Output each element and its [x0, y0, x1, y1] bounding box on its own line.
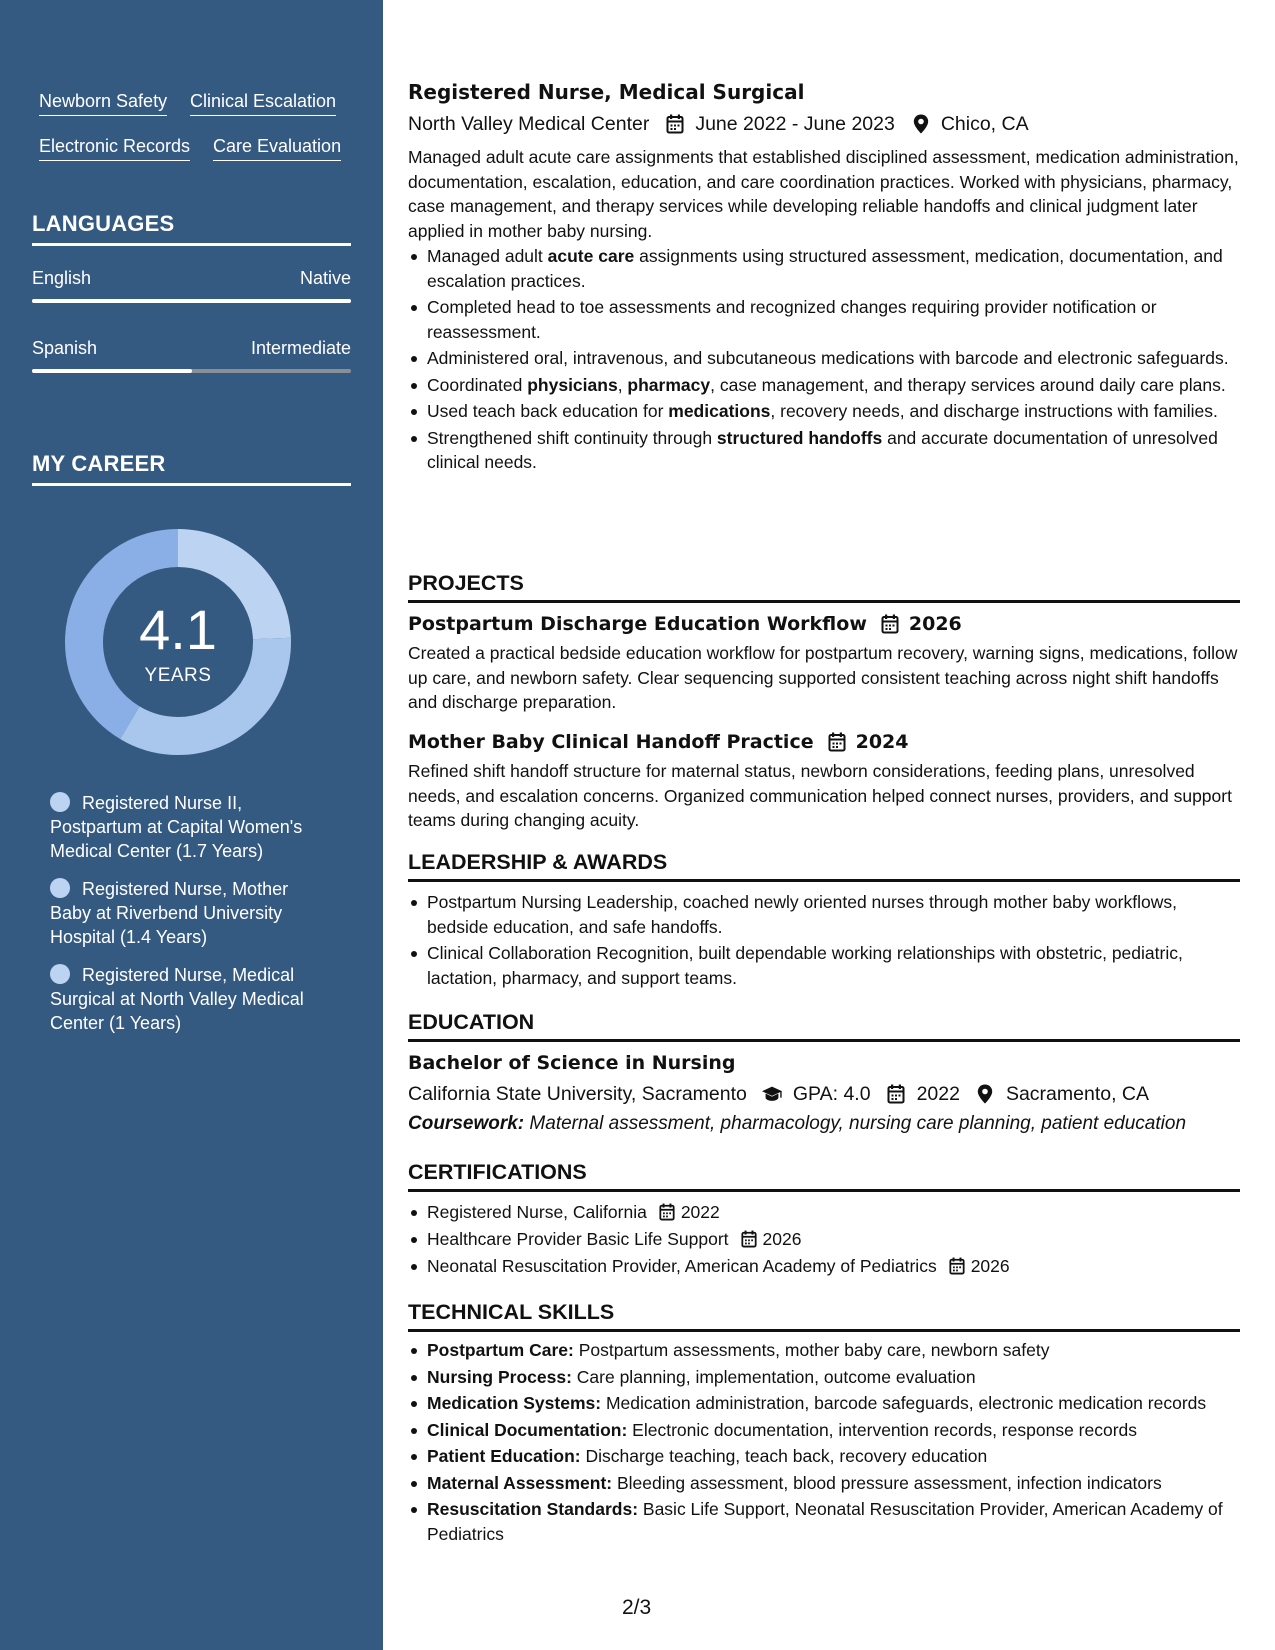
job-bullet	[408, 399, 1240, 424]
bullet-text: Strengthened shift continuity through	[427, 427, 717, 448]
list-item: Postpartum Nursing Leadership, coached newly oriented nurses through mother baby workflows, bedside education, and safe handoffs.	[408, 890, 1240, 939]
language-name: English	[32, 268, 92, 288]
skill-tag: Newborn Safety	[39, 90, 167, 116]
skill-label: Medication Systems:	[427, 1393, 602, 1413]
skill-text: Bleeding assessment, blood pressure assessment, infection indicators	[617, 1472, 1162, 1493]
career-heading: MY CAREER	[32, 451, 351, 486]
bullet-keyword: physicians	[527, 374, 618, 395]
skill-text: Medication administration, barcode safeguards, electronic medication records	[605, 1393, 1207, 1413]
project-year: 2024	[855, 731, 909, 753]
certifications-list	[408, 1200, 1240, 1281]
project-name: Postpartum Discharge Education Workflow	[408, 613, 867, 635]
school-name: California State University, Sacramento	[408, 1083, 747, 1105]
career-item-text: Registered Nurse, Medical Surgical at North Valley Medical Center (1 Years)	[50, 965, 304, 1033]
employer: North Valley Medical Center	[408, 113, 650, 135]
calendar-icon	[659, 1203, 677, 1221]
skill-label: Postpartum Care:	[427, 1340, 574, 1360]
skill-text: Postpartum assessments, mother baby care, newborn safety	[578, 1340, 1050, 1360]
languages-heading: LANGUAGES	[32, 211, 351, 246]
graduation-cap-icon	[761, 1084, 783, 1104]
job-dates: June 2022 - June 2023	[695, 113, 895, 135]
job-location: Chico, CA	[940, 113, 1029, 135]
language-level: Native	[299, 268, 351, 288]
bullet-keyword: acute care	[547, 246, 635, 266]
job-title: Registered Nurse, Medical Surgical	[408, 80, 805, 104]
certification-name: Healthcare Provider Basic Life Support	[427, 1229, 729, 1249]
education-meta	[408, 1081, 1149, 1107]
career-total-unit: YEARS	[144, 665, 212, 686]
skill-text: Electronic documentation, intervention records, response records	[632, 1419, 1138, 1440]
bullet-text: Completed head to toe assessments and recognized changes requiring provider notification or reassessment.	[427, 297, 1157, 342]
skill-text: Discharge teaching, teach back, recovery education	[585, 1446, 988, 1466]
certifications-heading: CERTIFICATIONS	[408, 1159, 1240, 1192]
gpa: GPA: 4.0	[792, 1083, 871, 1105]
list-item	[408, 1200, 1240, 1225]
bullet-text: Used teach back education for	[427, 401, 669, 421]
bullet-text: , case management, and therapy services around daily care plans.	[710, 374, 1226, 395]
calendar-icon	[949, 1257, 967, 1275]
project-title	[408, 729, 909, 755]
certification-name: Neonatal Resuscitation Provider, American Academy of Pediatrics	[427, 1256, 937, 1276]
bullet-text: , recovery needs, and discharge instructions with families.	[770, 401, 1218, 421]
technical-skills-list	[408, 1338, 1240, 1548]
calendar-icon	[885, 1084, 907, 1104]
list-item	[408, 1444, 1240, 1469]
job-bullet	[408, 295, 1240, 344]
sidebar	[0, 0, 383, 1650]
coursework-text: Maternal assessment, pharmacology, nursing care planning, patient education	[529, 1113, 1187, 1134]
language-name: Spanish	[32, 338, 98, 358]
education-heading: EDUCATION	[408, 1009, 1240, 1042]
calendar-icon	[741, 1230, 759, 1248]
list-item	[408, 1365, 1240, 1390]
job-bullet	[408, 426, 1240, 475]
projects-heading: PROJECTS	[408, 570, 1240, 603]
language-proficiency-fill	[32, 299, 351, 303]
job-summary: Managed adult acute care assignments that established disciplined assessment, medication administration, documentation, escalation, education, and care coordination practices. Worked with physicians, pharmacy, case management, and therapy services while developing reliable handoffs and clinical judgment later applied in mother baby nursing.	[408, 147, 1239, 241]
bullet-keyword: structured handoffs	[716, 427, 883, 448]
bullet-text: Administered oral, intravenous, and subcutaneous medications with barcode and electronic safeguards.	[427, 348, 1229, 368]
project-year: 2026	[908, 613, 962, 635]
skill-text: Basic Life Support, Neonatal Resuscitation Provider, American Academy of Pediatrics	[427, 1499, 1223, 1544]
career-total-years: 4.1	[139, 598, 217, 661]
skill-text: Care planning, implementation, outcome evaluation	[576, 1366, 976, 1387]
certification-year: 2026	[762, 1229, 802, 1249]
coursework-label: Coursework:	[408, 1113, 525, 1134]
list-item	[408, 1471, 1240, 1496]
job-bullet-list	[408, 244, 1240, 477]
language-proficiency-bar	[32, 369, 351, 373]
skill-label: Resuscitation Standards:	[427, 1499, 639, 1519]
page-number: 2/3	[622, 1596, 652, 1619]
bullet-keyword: pharmacy	[627, 374, 711, 395]
career-dot-icon	[50, 964, 70, 984]
language-row	[32, 267, 351, 289]
career-dot-icon	[50, 792, 70, 812]
calendar-icon	[881, 614, 901, 634]
skill-label: Patient Education:	[427, 1446, 581, 1466]
job-bullet	[408, 373, 1240, 398]
list-item	[408, 1254, 1240, 1279]
skill-label: Clinical Documentation:	[427, 1419, 628, 1440]
job-bullet	[408, 346, 1240, 371]
leadership-heading: LEADERSHIP & AWARDS	[408, 849, 1240, 882]
map-pin-icon	[911, 114, 931, 134]
bullet-text: assignments using structured assessment, medication, documentation, and escalation practices.	[427, 246, 1223, 291]
language-row	[32, 337, 351, 359]
certification-year: 2022	[680, 1202, 720, 1222]
career-item-text: Registered Nurse II, Postpartum at Capital Women's Medical Center (1.7 Years)	[50, 793, 303, 861]
school-location: Sacramento, CA	[1005, 1083, 1150, 1105]
list-item	[408, 1497, 1240, 1546]
bullet-text: Coordinated	[427, 374, 528, 395]
job-meta	[408, 111, 1029, 137]
map-pin-icon	[974, 1084, 996, 1104]
language-proficiency-fill	[32, 369, 192, 373]
project-title	[408, 611, 962, 637]
certification-year: 2026	[970, 1256, 1010, 1276]
skill-tag: Clinical Escalation	[190, 90, 336, 116]
language-proficiency-bar	[32, 299, 351, 303]
list-item	[408, 1418, 1240, 1443]
graduation-year: 2022	[916, 1083, 960, 1105]
list-item	[408, 1391, 1240, 1416]
list-item	[408, 1227, 1240, 1252]
bullet-text: ,	[617, 374, 628, 395]
coursework	[408, 1111, 1186, 1137]
degree-title: Bachelor of Science in Nursing	[408, 1052, 736, 1074]
calendar-icon	[665, 114, 685, 134]
bullet-keyword: medications	[668, 401, 771, 421]
project-description: Refined shift handoff structure for maternal status, newborn considerations, feeding plans, unresolved needs, and escalation concerns. Organized communication helped connect nurses, providers, and support teams during changing acuity.	[408, 761, 1232, 830]
language-level: Intermediate	[250, 338, 351, 358]
career-item	[50, 877, 325, 949]
career-item-text: Registered Nurse, Mother Baby at Riverbend University Hospital (1.4 Years)	[50, 879, 289, 947]
list-item	[408, 1338, 1240, 1363]
career-dot-icon	[50, 878, 70, 898]
certification-name: Registered Nurse, California	[427, 1202, 647, 1222]
skill-tag: Care Evaluation	[213, 135, 341, 161]
leadership-list	[408, 890, 1240, 992]
technical-skills-heading: TECHNICAL SKILLS	[408, 1299, 1240, 1332]
bullet-text: Managed adult	[427, 246, 548, 266]
skill-label: Maternal Assessment:	[427, 1472, 613, 1493]
career-item	[50, 963, 325, 1035]
project-name: Mother Baby Clinical Handoff Practice	[408, 731, 814, 753]
career-item	[50, 791, 325, 863]
list-item: Clinical Collaboration Recognition, built dependable working relationships with obstetric, pediatric, lactation, pharmacy, and support teams.	[408, 941, 1240, 990]
bullet-text: and accurate documentation of unresolved clinical needs.	[427, 427, 1218, 472]
calendar-icon	[828, 732, 848, 752]
job-bullet	[408, 244, 1240, 293]
project-description: Created a practical bedside education workflow for postpartum recovery, warning signs, medications, follow up care, and newborn safety. Clear sequencing supported consistent teaching across night shift handoffs and discharge preparation.	[408, 643, 1238, 712]
skill-label: Nursing Process:	[427, 1366, 572, 1387]
skill-tag: Electronic Records	[39, 135, 190, 161]
